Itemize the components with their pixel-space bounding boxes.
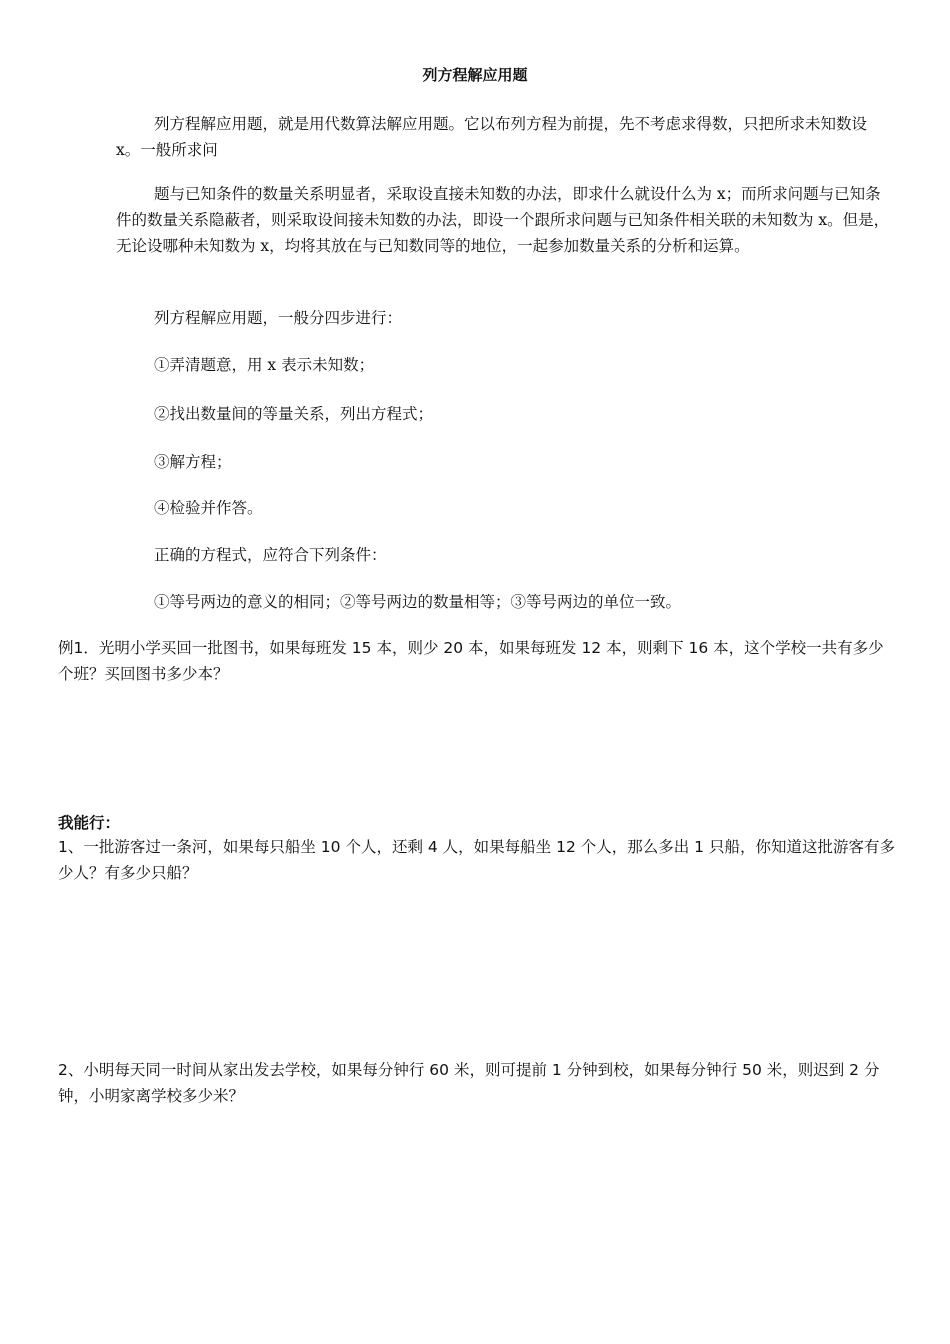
intro-paragraph-1: 列方程解应用题，就是用代数算法解应用题。它以布列方程为前提，先不考虑求得数，只把所求未知数设 x。一般所求问 bbox=[116, 115, 868, 159]
practice-question-2: 2、小明每天同一时间从家出发去学校，如果每分钟行 60 米，则可提前 1 分钟到校，如果每分钟行 50 米，则迟到 2 分钟，小明家离学校多少米？ bbox=[58, 1061, 880, 1105]
step-item-2: ②找出数量间的等量关系，列出方程式； bbox=[154, 405, 434, 423]
step-item-3: ③解方程； bbox=[154, 453, 232, 471]
intro-paragraph-2: 题与已知条件的数量关系明显者，采取设直接未知数的办法，即求什么就设什么为 x；而所求问题与已知条件的数量关系隐蔽者，则采取设间接未知数的办法，即设一个跟所求问题与已知条件相关联的未知数为 x。但是，无论设哪种未知数为 x，均将其放在与已知数同等的地位，一起参加数量关系的分析和运算。 bbox=[116, 185, 890, 255]
practice-heading: 我能行： bbox=[58, 814, 121, 832]
steps-intro: 列方程解应用题，一般分四步进行： bbox=[154, 309, 403, 327]
step-item-1: ①弄清题意，用 x 表示未知数； bbox=[154, 356, 375, 374]
practice-question-1: 1、一批游客过一条河，如果每只船坐 10 个人，还剩 4 人，如果每船坐 12 个人，那么多出 1 只船，你知道这批游客有多少人？有多少只船？ bbox=[58, 838, 895, 882]
step-item-4: ④检验并作答。 bbox=[154, 499, 263, 517]
example-1: 例1．光明小学买回一批图书，如果每班发 15 本，则少 20 本，如果每班发 12 本，则剩下 16 本，这个学校一共有多少个班？买回图书多少本？ bbox=[58, 639, 884, 683]
page-title: 列方程解应用题 bbox=[422, 66, 528, 84]
conditions-intro: 正确的方程式，应符合下列条件： bbox=[154, 546, 387, 564]
conditions-list: ①等号两边的意义的相同；②等号两边的数量相等；③等号两边的单位一致。 bbox=[154, 593, 682, 611]
